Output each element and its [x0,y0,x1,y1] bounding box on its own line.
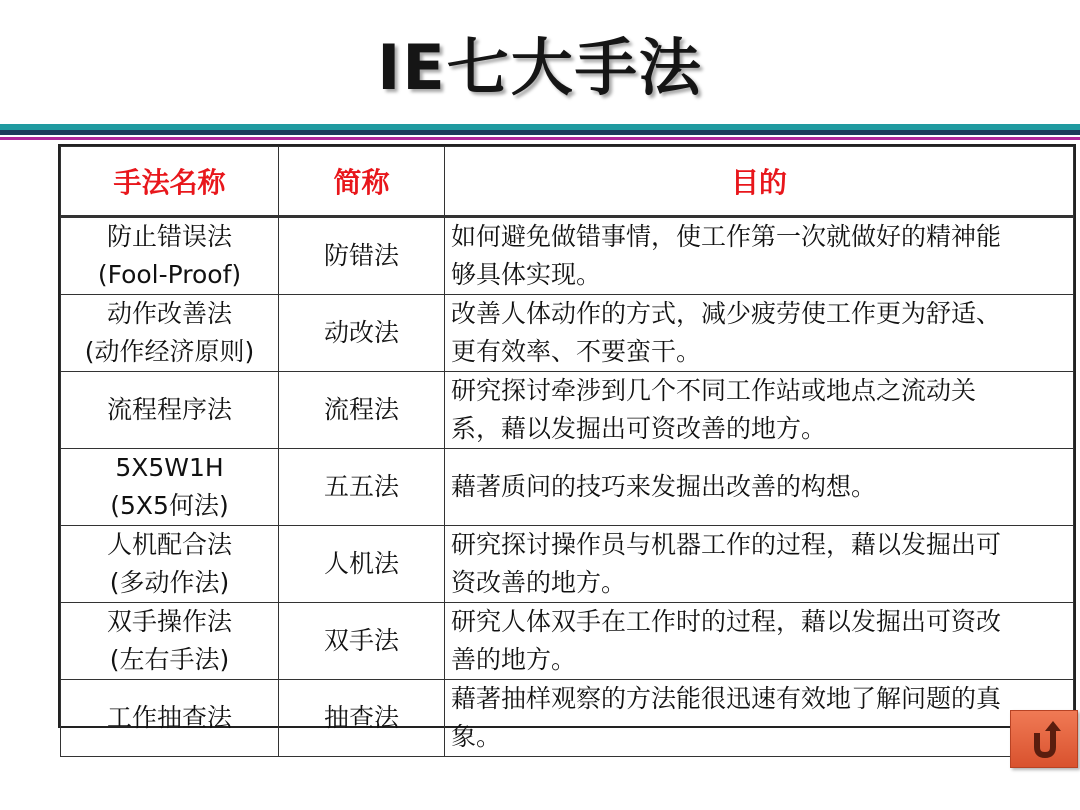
header-method-name: 手法名称 [61,147,279,217]
purpose-cell [445,449,1074,526]
method-name-line: (左右手法) [109,645,230,674]
table-row [61,295,1074,372]
method-name-line: (多动作法) [109,568,230,597]
abbreviation-cell: 防错法 [279,217,445,295]
table-row [61,526,1074,603]
method-name-cell [61,217,279,295]
header-divider-magenta [0,137,1080,140]
table-row [61,372,1074,449]
header-purpose: 目的 [445,147,1074,217]
method-name-line: 双手操作法 [106,607,232,636]
method-name-cell [61,603,279,680]
table-row [61,603,1074,680]
method-name-line: 防止错误法 [106,222,232,251]
method-name-line: (Fool-Proof) [97,260,242,289]
abbreviation-cell: 五五法 [279,449,445,526]
purpose-line: 研究探讨牵涉到几个不同工作站或地点之流动关 [451,376,977,405]
purpose-line: 藉著质问的技巧来发掘出改善的构想。 [451,472,877,501]
purpose-line: 善的地方。 [451,645,577,674]
purpose-line: 研究探讨操作员与机器工作的过程，藉以发掘出可 [451,530,1002,559]
page-title: IE七大手法 [377,31,703,104]
method-name-line: 流程程序法 [106,395,232,424]
purpose-cell [445,372,1074,449]
method-name-cell [61,372,279,449]
purpose-line: 改善人体动作的方式，减少疲劳使工作更为舒适、 [451,299,1002,328]
abbreviation-cell: 人机法 [279,526,445,603]
abbreviation-cell: 双手法 [279,603,445,680]
header-divider-dark [0,130,1080,135]
table-row [61,449,1074,526]
purpose-line: 系，藉以发掘出可资改善的地方。 [451,414,827,443]
purpose-cell [445,603,1074,680]
header-abbreviation: 简称 [279,147,445,217]
table-row [61,217,1074,295]
purpose-cell [445,217,1074,295]
purpose-line: 如何避免做错事情，使工作第一次就做好的精神能 [451,222,1002,251]
purpose-line: 研究人体双手在工作时的过程，藉以发掘出可资改 [451,607,1002,636]
abbreviation-cell: 动改法 [279,295,445,372]
purpose-cell [445,295,1074,372]
method-name-cell [61,680,279,757]
method-name-line: (动作经济原则) [84,337,255,366]
method-name-line: 工作抽查法 [106,703,232,732]
method-name-line: (5X5何法) [110,491,229,520]
purpose-line: 象。 [451,722,502,751]
method-name-cell [61,526,279,603]
purpose-line: 资改善的地方。 [451,568,627,597]
method-name-cell [61,295,279,372]
abbreviation-cell: 流程法 [279,372,445,449]
abbreviation-cell: 抽查法 [279,680,445,757]
purpose-cell [445,526,1074,603]
method-name-line: 人机配合法 [106,530,232,559]
method-name-cell [61,449,279,526]
table-header-row [61,147,1074,217]
purpose-line: 藉著抽样观察的方法能很迅速有效地了解问题的真 [451,684,1002,713]
return-button[interactable] [1010,710,1078,768]
purpose-cell [445,680,1074,757]
return-arrow-icon [1025,719,1065,759]
method-name-line: 动作改善法 [106,299,232,328]
purpose-line: 更有效率、不要蛮干。 [451,337,702,366]
method-name-line: 5X5W1H [115,453,224,482]
table-row [61,680,1074,757]
purpose-line: 够具体实现。 [451,260,602,289]
methods-table [58,144,1076,751]
